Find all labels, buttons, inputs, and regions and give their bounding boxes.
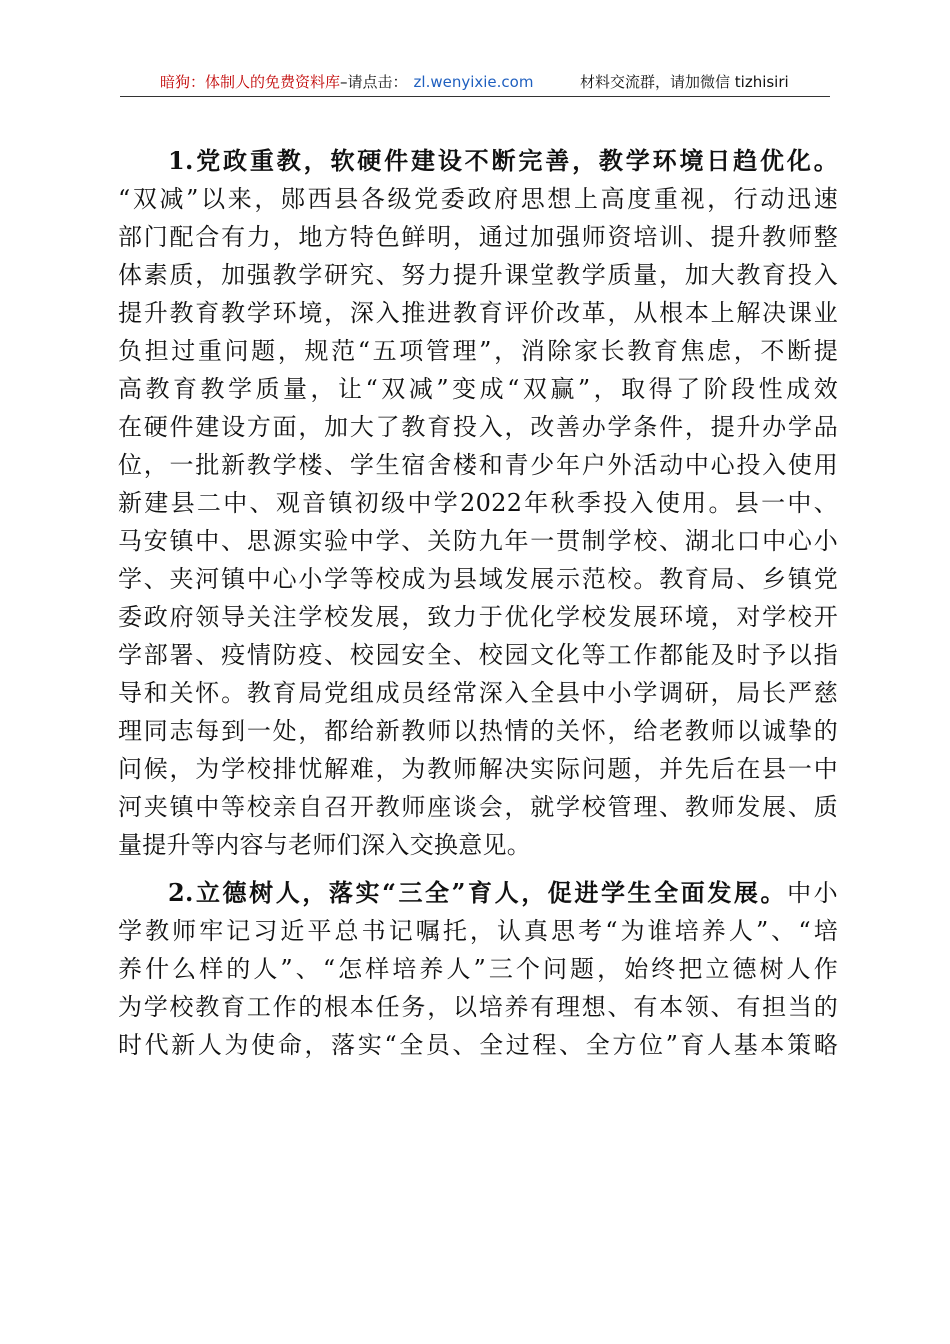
header-brand-group [160, 71, 533, 92]
section1-line: 量提升等内容与老师们深入交换意见。 [118, 831, 532, 859]
section2-heading: 2.立德树人，落实“三全”育人，促进学生全面发展。 [168, 878, 788, 907]
section2-line: 养什么样的人”、“怎样培养人”三个问题，始终把立德树人作 [118, 955, 838, 983]
paragraph-gap [118, 864, 838, 874]
header-group-info: 材料交流群，请加微信 tizhisiri [580, 73, 789, 91]
section1-line: 导和关怀。教育局党组成员经常深入全县中小学调研，局长严慈 [118, 679, 838, 707]
section1-line: 负担过重问题，规范“五项管理”，消除家长教育焦虑，不断提 [118, 337, 838, 365]
section2-line: 为学校教育工作的根本任务，以培养有理想、有本领、有担当的 [118, 993, 838, 1021]
section1-line: 体素质，加强教学研究、努力提升课堂教学质量，加大教育投入 [118, 261, 838, 289]
section1-line: 部门配合有力，地方特色鲜明，通过加强师资培训、提升教师整 [118, 223, 838, 251]
section1-line: 新建县二中、观音镇初级中学2022年秋季投入使用。县一中、 [118, 489, 838, 517]
section1-line: 在硬件建设方面，加大了教育投入，改善办学条件，提升办学品 [118, 413, 838, 441]
section2-heading-line [118, 874, 838, 912]
section1-line: 委政府领导关注学校发展，致力于优化学校发展环境，对学校开 [118, 603, 838, 631]
section1-line: 理同志每到一处，都给新教师以热情的关怀，给老教师以诚挚的 [118, 717, 838, 745]
section1-line: 学部署、疫情防疫、校园安全、校园文化等工作都能及时予以指 [118, 641, 838, 669]
section1-line: 问候，为学校排忧解难，为教师解决实际问题，并先后在县一中 [118, 755, 838, 783]
section1-line: 马安镇中、思源实验中学、关防九年一贯制学校、湖北口中心小 [118, 527, 838, 555]
section1-line: 高教育教学质量，让“双减”变成“双赢”，取得了阶段性成效 [118, 375, 838, 403]
section2-line: 学教师牢记习近平总书记嘱托，认真思考“为谁培养人”、“培 [118, 917, 838, 945]
section1-line: 学、夹河镇中心小学等校成为县域发展示范校。教育局、乡镇党 [118, 565, 838, 593]
header-brand: 暗狗：体制人的免费资料库 [160, 73, 341, 91]
section1-line: 河夹镇中等校亲自召开教师座谈会，就学校管理、教师发展、质 [118, 793, 838, 821]
page-header [120, 62, 830, 97]
section1-line: “双减”以来，郧西县各级党委政府思想上高度重视，行动迅速 [118, 185, 838, 213]
section2-heading-tail: 中小 [787, 879, 838, 907]
section1-line: 位，一批新教学楼、学生宿舍楼和青少年户外活动中心投入使用 [118, 451, 838, 479]
section1-heading: 1.党政重教，软硬件建设不断完善，教学环境日趋优化。 [168, 146, 838, 175]
header-url-link[interactable]: zl.wenyixie.com [413, 73, 534, 91]
document-body [118, 142, 838, 1064]
header-prompt: –请点击： [340, 73, 408, 91]
section2-line: 时代新人为使命，落实“全员、全过程、全方位”育人基本策略 [118, 1031, 838, 1059]
section1-line: 提升教育教学环境，深入推进教育评价改革，从根本上解决课业 [118, 299, 838, 327]
